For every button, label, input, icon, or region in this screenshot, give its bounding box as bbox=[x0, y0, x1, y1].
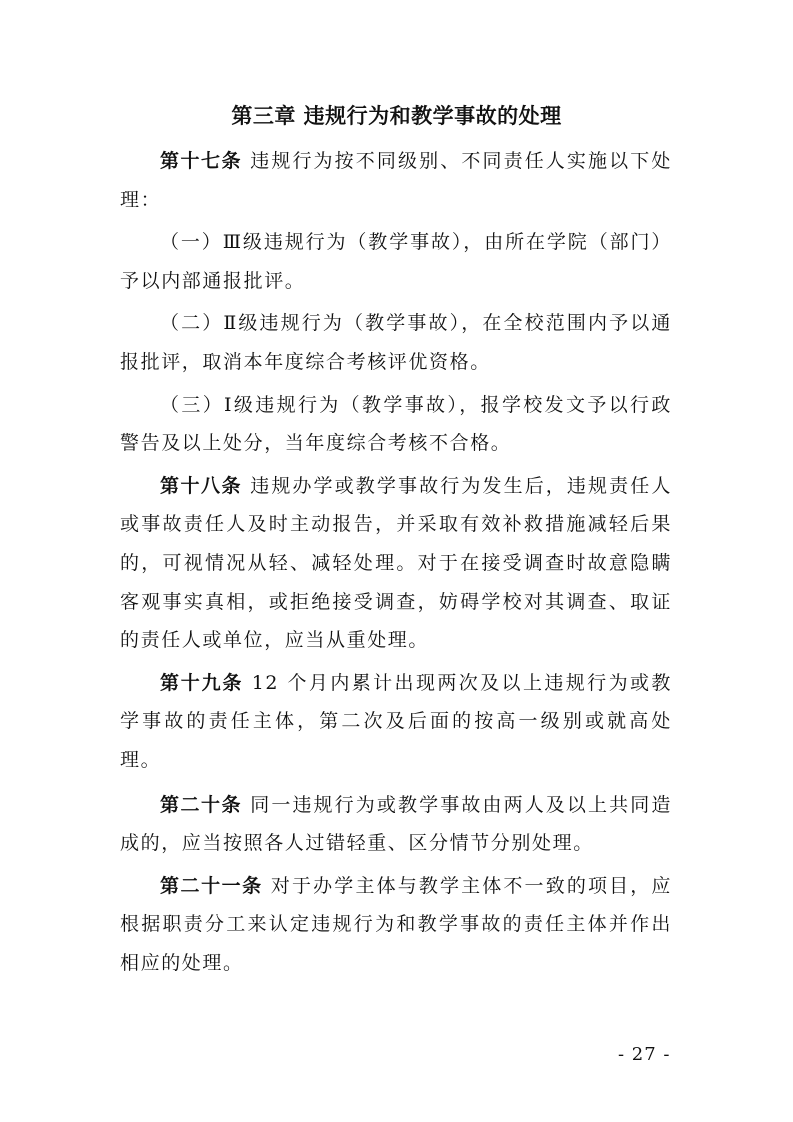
document-body bbox=[120, 142, 672, 982]
article-label: 第二十条 bbox=[160, 793, 243, 816]
clause-1 bbox=[120, 223, 672, 300]
clause-3 bbox=[120, 386, 672, 463]
article-text: 同一违规行为或教学事故由两人及以上共同造成的，应当按照各人过错轻重、区分情节分别处理。 bbox=[120, 793, 672, 855]
chapter-title: 第三章 违规行为和教学事故的处理 bbox=[231, 104, 562, 128]
clause-text: （二）Ⅱ级违规行为（教学事故），在全校范围内予以通报批评，取消本年度综合考核评优资格。 bbox=[120, 312, 672, 373]
article-label: 第十七条 bbox=[160, 150, 243, 172]
article-label: 第十九条 bbox=[160, 671, 244, 694]
article-text: 对于办学主体与教学主体不一致的项目，应根据职责分工来认定违规行为和教学事故的责任主体并作出相应的处理。 bbox=[120, 874, 672, 974]
article-text: 违规行为按不同级别、不同责任人实施以下处理： bbox=[120, 150, 672, 211]
article-19 bbox=[120, 664, 672, 780]
article-text: 违规办学或教学事故行为发生后，违规责任人或事故责任人及时主动报告，并采取有效补救措施减轻后果的，可视情况从轻、减轻处理。对于在接受调查时故意隐瞒客观事实真相，或拒绝接受调查，妨碍学校对其调查、取证的责任人或单位，应当从重处理。 bbox=[120, 474, 672, 652]
article-text: 12 个月内累计出现两次及以上违规行为或教学事故的责任主体，第二次及后面的按高一级别或就高处理。 bbox=[120, 671, 672, 771]
article-label: 第十八条 bbox=[160, 474, 243, 497]
clause-2 bbox=[120, 304, 672, 381]
clause-text: （一）Ⅲ级违规行为（教学事故），由所在学院（部门）予以内部通报批评。 bbox=[120, 231, 672, 292]
clause-text: （三）Ⅰ级违规行为（教学事故），报学校发文予以行政警告及以上处分，当年度综合考核不合格。 bbox=[120, 393, 672, 455]
article-18 bbox=[120, 467, 672, 660]
article-21 bbox=[120, 867, 672, 983]
article-20 bbox=[120, 786, 672, 863]
article-17 bbox=[120, 142, 672, 219]
page-number: - 27 - bbox=[618, 1044, 671, 1065]
article-label: 第二十一条 bbox=[160, 874, 263, 897]
